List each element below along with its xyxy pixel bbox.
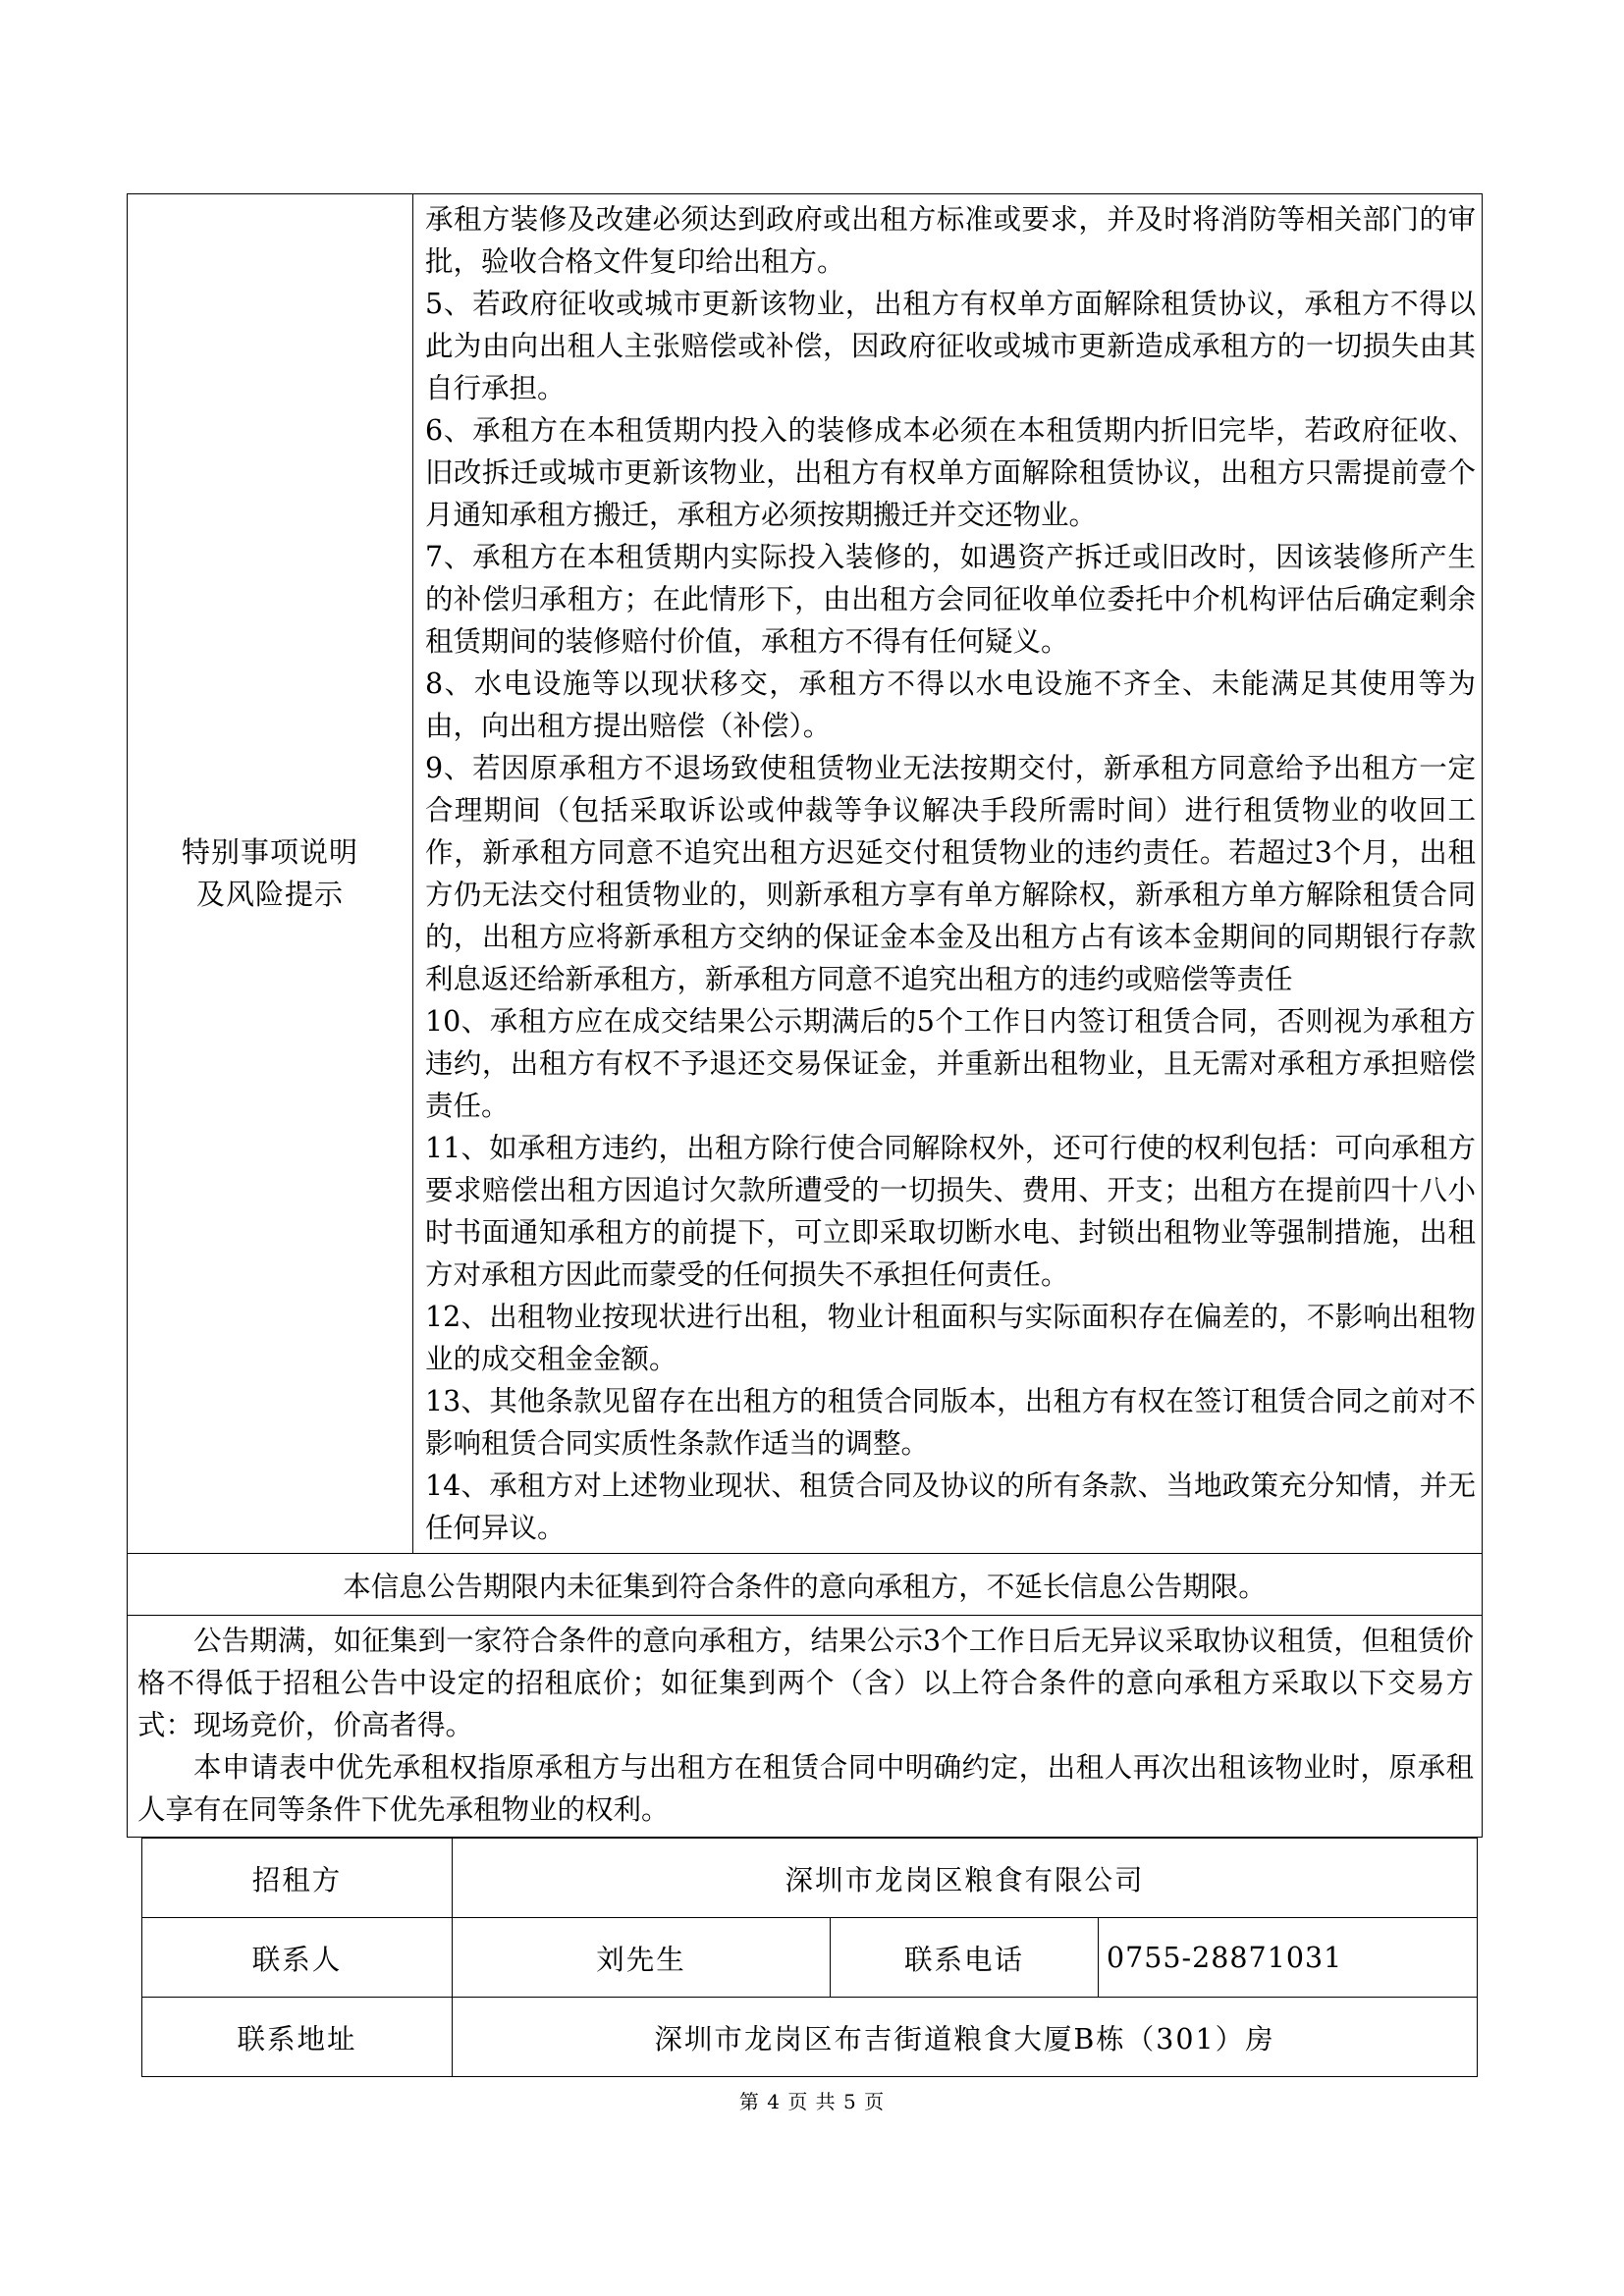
clause-7: 7、承租方在本租赁期内实际投入装修的，如遇资产拆迁或旧改时，因该装修所产生的补偿归承租方；在此情形下，由出租方会同征收单位委托中介机构评估后确定剩余租赁期间的装修赔付价值，承租方不得有任何疑义。 [425, 541, 1476, 658]
paragraphs-cell [128, 1616, 1483, 1838]
contact-label: 联系人 [142, 1918, 453, 1998]
notice-text: 本信息公告期限内未征集到符合条件的意向承租方，不延长信息公告期限。 [128, 1554, 1483, 1616]
clause-4-continued: 承租方装修及改建必须达到政府或出租方标准或要求，并及时将消防等相关部门的审批，验收合格文件复印给出租方。 [425, 203, 1476, 278]
lessor-row [142, 1839, 1478, 1918]
lessor-value: 深圳市龙岗区粮食有限公司 [453, 1839, 1478, 1918]
special-items-row [128, 194, 1483, 1554]
clause-14: 14、承租方对上述物业现状、租赁合同及协议的所有条款、当地政策充分知情，并无任何异议。 [425, 1469, 1476, 1544]
contact-row [142, 1918, 1478, 1998]
paragraph-expiry: 公告期满，如征集到一家符合条件的意向承租方，结果公示3个工作日后无异议采取协议租赁，但租赁价格不得低于招租公告中设定的招租底价；如征集到两个（含）以上符合条件的意向承租方采取以下交易方式：现场竞价，价高者得。 [137, 1625, 1474, 1741]
clause-8: 8、水电设施等以现状移交，承租方不得以水电设施不齐全、未能满足其使用等为由，向出租方提出赔偿（补偿）。 [425, 667, 1476, 742]
clause-5: 5、若政府征收或城市更新该物业，出租方有权单方面解除租赁协议，承租方不得以此为由向出租人主张赔偿或补偿，因政府征收或城市更新造成承租方的一切损失由其自行承担。 [425, 288, 1476, 404]
address-row [142, 1998, 1478, 2077]
phone-value: 0755-28871031 [1099, 1918, 1478, 1998]
paragraph-priority-right: 本申请表中优先承租权指原承租方与出租方在租赁合同中明确约定，出租人再次出租该物业时，原承租人享有在同等条件下优先承租物业的权利。 [137, 1751, 1474, 1826]
clause-9: 9、若因原承租方不退场致使租赁物业无法按期交付，新承租方同意给予出租方一定合理期间（包括采取诉讼或仲裁等争议解决手段所需时间）进行租赁物业的收回工作，新承租方同意不追究出租方迟延交付租赁物业的违约责任。若超过3个月，出租方仍无法交付租赁物业的，则新承租方享有单方解除权，新承租方单方解除租赁合同的，出租方应将新承租方交纳的保证金本金及出租方占有该本金期间的同期银行存款利息返还给新承租方，新承租方同意不追究出租方的违约或赔偿等责任 [425, 752, 1476, 995]
phone-label: 联系电话 [831, 1918, 1099, 1998]
notice-row [128, 1554, 1483, 1616]
contact-table [141, 1838, 1478, 2077]
contact-value: 刘先生 [453, 1918, 831, 1998]
special-items-table [127, 193, 1483, 1838]
lessor-label: 招租方 [142, 1839, 453, 1918]
address-value: 深圳市龙岗区布吉街道粮食大厦B栋（301）房 [453, 1998, 1478, 2077]
clause-10: 10、承租方应在成交结果公示期满后的5个工作日内签订租赁合同，否则视为承租方违约，出租方有权不予退还交易保证金，并重新出租物业，且无需对承租方承担赔偿责任。 [425, 1005, 1476, 1122]
special-items-label-line-1: 特别事项说明 [181, 835, 358, 869]
page-number: 第 4 页 共 5 页 [738, 2090, 886, 2113]
clause-11: 11、如承租方违约，出租方除行使合同解除权外，还可行使的权利包括：可向承租方要求赔偿出租方因追讨欠款所遭受的一切损失、费用、开支；出租方在提前四十八小时书面通知承租方的前提下，可立即采取切断水电、封锁出租物业等强制措施，出租方对承租方因此而蒙受的任何损失不承担任何责任。 [425, 1132, 1476, 1291]
clause-13: 13、其他条款见留存在出租方的租赁合同版本，出租方有权在签订租赁合同之前对不影响租赁合同实质性条款作适当的调整。 [425, 1385, 1476, 1460]
special-items-label-line-2: 及风险提示 [195, 878, 344, 911]
clause-12: 12、出租物业按现状进行出租，物业计租面积与实际面积存在偏差的，不影响出租物业的成交租金金额。 [425, 1301, 1476, 1375]
special-items-clauses [413, 194, 1483, 1554]
paragraphs-row [128, 1616, 1483, 1838]
special-items-label-cell [128, 194, 413, 1554]
address-label: 联系地址 [142, 1998, 453, 2077]
clause-6: 6、承租方在本租赁期内投入的装修成本必须在本租赁期内折旧完毕，若政府征收、旧改拆迁或城市更新该物业，出租方有权单方面解除租赁协议，出租方只需提前壹个月通知承租方搬迁，承租方必须按期搬迁并交还物业。 [425, 414, 1476, 531]
